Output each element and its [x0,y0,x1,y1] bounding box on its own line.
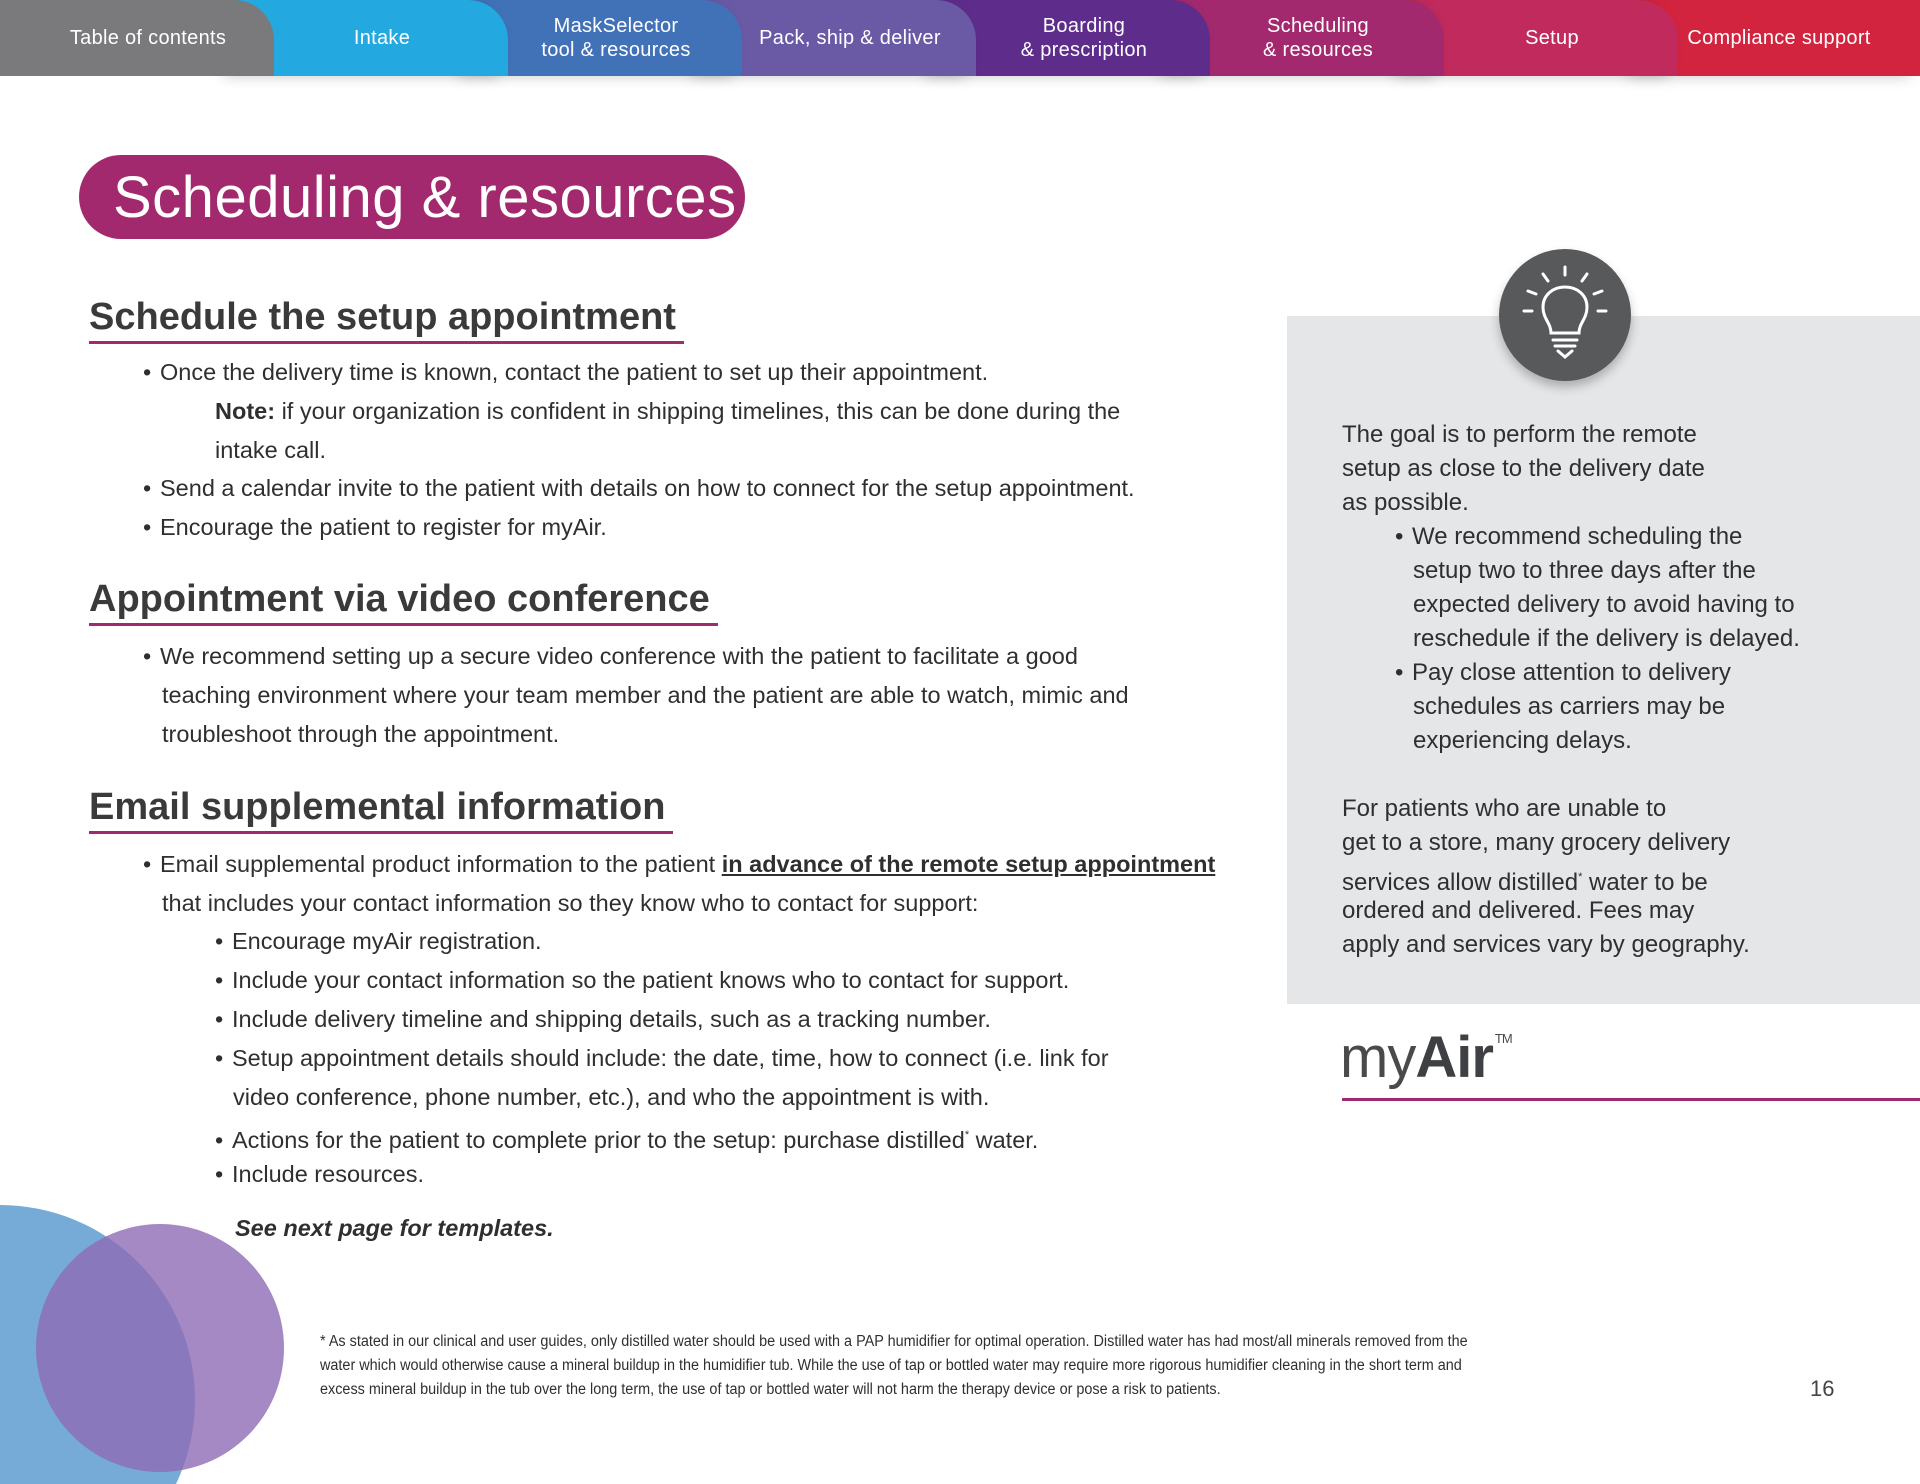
tab-table-of-contents[interactable]: Table of contents [0,0,274,76]
lightbulb-icon [1499,249,1631,381]
footnote-line: * As stated in our clinical and user guides, only distilled water should be used with a PAP humidifier for optimal operation. Distilled water has had most/all minerals removed from the [320,1333,1468,1350]
tip-text: setup as close to the delivery date [1342,455,1705,482]
heading-video-conference: Appointment via video conference [89,578,718,626]
tip-text: as possible. [1342,489,1469,516]
sub-list-item: • Actions for the patient to complete prior to the setup: purchase distilled* water. [215,1127,1039,1153]
tip-text: The goal is to perform the remote [1342,421,1697,448]
note-line: Note: if your organization is confident in shipping timelines, this can be done during the [215,398,1121,424]
tip-bullet: • Pay close attention to delivery [1395,659,1731,686]
tab-setup[interactable]: Setup [1404,0,1678,76]
list-item-cont: teaching environment where your team member and the patient are able to watch, mimic and [162,682,1129,708]
top-nav-tabs [0,0,1920,76]
list-item: • We recommend setting up a secure video conference with the patient to facilitate a good [143,643,1078,669]
tip-bullet-cont: expected delivery to avoid having to [1413,591,1795,618]
sub-list-item: • Setup appointment details should include: the date, time, how to connect (i.e. link for [215,1045,1109,1071]
list-item: • Encourage the patient to register for myAir. [143,514,607,540]
list-item: • Send a calendar invite to the patient with details on how to connect for the setup appointment. [143,475,1135,501]
decorative-circles [0,1200,300,1484]
tip-text: services allow distilled* water to be [1342,869,1708,896]
tab-intake[interactable]: Intake [234,0,508,76]
note-line-cont: intake call. [215,437,327,463]
sub-list-item: • Encourage myAir registration. [215,928,542,954]
tab-pack-ship-deliver[interactable]: Pack, ship & deliver [702,0,976,76]
tab-maskselector[interactable]: MaskSelector tool & resources [468,0,742,76]
list-item-cont: troubleshoot through the appointment. [162,721,560,747]
sub-list-item: • Include delivery timeline and shipping details, such as a tracking number. [215,1006,991,1032]
sub-list-item: • Include resources. [215,1161,425,1187]
emphasis-link-text: in advance of the remote setup appointment [721,851,1216,877]
tip-bullet-cont: setup two to three days after the [1413,557,1756,584]
tip-bullet: • We recommend scheduling the [1395,523,1743,550]
tab-boarding-prescription[interactable]: Boarding & prescription [936,0,1210,76]
tab-scheduling-resources[interactable]: Scheduling & resources [1170,0,1444,76]
sub-list-item-cont: video conference, phone number, etc.), and who the appointment is with. [233,1084,990,1110]
list-item-cont: that includes your contact information so they know who to contact for support: [162,890,979,916]
tip-bullet-cont: experiencing delays. [1413,727,1632,754]
tip-bullet-cont: schedules as carriers may be [1413,693,1726,720]
footnote-line: excess mineral buildup in the tub over the long term, the use of tap or bottled water will not harm the therapy device or pose a risk to patients. [320,1381,1221,1398]
heading-schedule-setup: Schedule the setup appointment [89,296,684,344]
footnote [320,1330,1529,1402]
heading-email-supplemental: Email supplemental information [89,786,673,834]
sub-list-item: • Include your contact information so the patient knows who to contact for support. [215,967,1070,993]
logo-divider [1342,1098,1920,1101]
tip-text: For patients who are unable to [1342,795,1667,822]
list-item: • Once the delivery time is known, contact the patient to set up their appointment. [143,359,989,385]
page-title-pill [79,155,745,239]
myair-logo: myAir ™ [1340,1025,1512,1090]
tip-bullet-cont: reschedule if the delivery is delayed. [1413,625,1800,652]
page-number: 16 [1810,1376,1835,1401]
tip-text: apply and services vary by geography. [1342,931,1750,958]
footnote-line: water which would otherwise cause a mineral buildup in the humidifier tub. While the use of tap or bottled water may require more rigorous humidifier cleaning in the short term and [320,1357,1462,1374]
page-title: Scheduling & resources [113,164,737,230]
tip-text: ordered and delivered. Fees may [1342,897,1695,924]
see-next-page-note: See next page for templates. [235,1215,554,1241]
list-item: • Email supplemental product information to the patient in advance of the remote setup appointment [143,851,1216,877]
tip-text: get to a store, many grocery delivery [1342,829,1731,856]
tab-compliance-support[interactable]: Compliance support [1638,0,1920,76]
